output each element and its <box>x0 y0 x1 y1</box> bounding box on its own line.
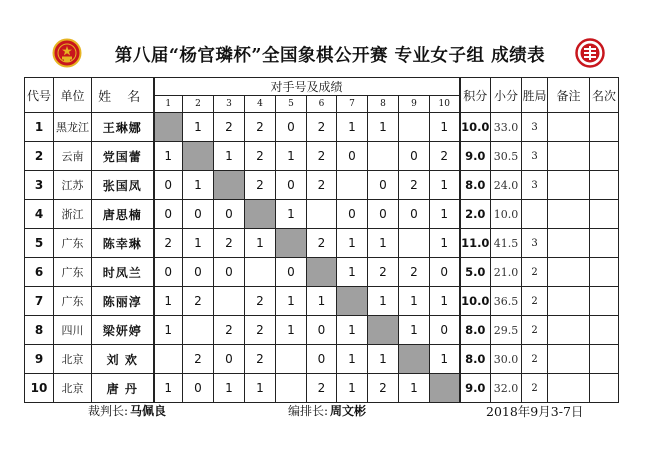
player-rank <box>590 316 619 345</box>
score-cell <box>276 345 307 374</box>
player-points: 8.0 <box>460 316 491 345</box>
score-cell: 2 <box>245 316 276 345</box>
player-code: 6 <box>25 258 54 287</box>
score-cell: 1 <box>337 374 368 403</box>
player-note <box>548 171 590 200</box>
score-cell: 2 <box>183 345 214 374</box>
self-cell <box>307 258 337 287</box>
player-wins: 2 <box>522 258 548 287</box>
player-unit: 黑龙江 <box>54 113 92 142</box>
xiangqi-association-logo-icon <box>575 38 605 68</box>
player-code: 9 <box>25 345 54 374</box>
score-cell <box>337 171 368 200</box>
self-cell <box>245 200 276 229</box>
header-unit: 单位 <box>54 78 92 113</box>
player-unit: 江苏 <box>54 171 92 200</box>
score-cell: 1 <box>276 316 307 345</box>
header-opponents: 对手号及成绩 <box>154 78 460 96</box>
score-cell: 0 <box>399 142 430 171</box>
score-cell: 2 <box>214 316 245 345</box>
score-cell: 0 <box>368 171 399 200</box>
table-row <box>25 316 619 345</box>
player-points: 10.0 <box>460 113 491 142</box>
player-code: 4 <box>25 200 54 229</box>
score-cell: 1 <box>399 287 430 316</box>
score-cell: 0 <box>183 258 214 287</box>
player-points: 2.0 <box>460 200 491 229</box>
score-cell <box>368 142 399 171</box>
player-name: 唐 丹 <box>92 374 154 403</box>
player-sub-score: 10.0 <box>491 200 522 229</box>
player-rank <box>590 142 619 171</box>
player-sub-score: 30.0 <box>491 345 522 374</box>
score-cell: 2 <box>430 142 460 171</box>
player-wins <box>522 200 548 229</box>
player-rank <box>590 287 619 316</box>
score-cell: 1 <box>154 142 183 171</box>
score-cell: 1 <box>399 316 430 345</box>
player-code: 1 <box>25 113 54 142</box>
score-cell <box>276 374 307 403</box>
score-cell: 1 <box>430 229 460 258</box>
opponent-number-6: 6 <box>307 96 337 113</box>
self-cell <box>154 113 183 142</box>
player-wins: 2 <box>522 374 548 403</box>
table-row <box>25 229 619 258</box>
score-cell: 2 <box>214 113 245 142</box>
score-cell: 0 <box>276 171 307 200</box>
player-note <box>548 113 590 142</box>
player-sub-score: 41.5 <box>491 229 522 258</box>
score-cell: 0 <box>276 258 307 287</box>
referee-label: 裁判长: <box>88 404 129 418</box>
score-cell: 0 <box>399 200 430 229</box>
score-cell: 1 <box>430 200 460 229</box>
score-cell: 1 <box>430 345 460 374</box>
event-date: 2018年9月3-7日 <box>486 404 584 419</box>
score-cell: 1 <box>430 287 460 316</box>
player-note <box>548 142 590 171</box>
header-code: 代号 <box>25 78 54 113</box>
score-cell: 0 <box>430 316 460 345</box>
header-note: 备注 <box>548 78 590 113</box>
score-cell <box>307 200 337 229</box>
player-note <box>548 200 590 229</box>
player-points: 9.0 <box>460 374 491 403</box>
score-cell: 0 <box>368 200 399 229</box>
page-header <box>0 38 650 72</box>
score-cell: 2 <box>214 229 245 258</box>
table-row <box>25 345 619 374</box>
self-cell <box>214 171 245 200</box>
player-wins: 3 <box>522 171 548 200</box>
score-cell <box>214 287 245 316</box>
player-sub-score: 30.5 <box>491 142 522 171</box>
score-cell <box>399 113 430 142</box>
score-cell: 1 <box>276 287 307 316</box>
score-cell: 2 <box>307 113 337 142</box>
score-cell: 0 <box>276 113 307 142</box>
score-cell: 1 <box>183 171 214 200</box>
player-points: 5.0 <box>460 258 491 287</box>
score-cell: 1 <box>337 229 368 258</box>
national-emblem-icon <box>52 38 82 68</box>
score-cell: 1 <box>368 113 399 142</box>
table-row <box>25 258 619 287</box>
score-cell: 2 <box>245 171 276 200</box>
score-cell: 1 <box>307 287 337 316</box>
player-code: 10 <box>25 374 54 403</box>
player-unit: 四川 <box>54 316 92 345</box>
score-cell: 2 <box>245 142 276 171</box>
header-row <box>25 78 619 96</box>
score-cell: 2 <box>307 171 337 200</box>
player-sub-score: 32.0 <box>491 374 522 403</box>
opponent-number-9: 9 <box>399 96 430 113</box>
score-cell: 2 <box>183 287 214 316</box>
score-cell: 1 <box>337 258 368 287</box>
player-code: 5 <box>25 229 54 258</box>
score-cell: 0 <box>214 258 245 287</box>
player-note <box>548 229 590 258</box>
score-cell: 1 <box>245 229 276 258</box>
score-cell: 0 <box>154 200 183 229</box>
self-cell <box>399 345 430 374</box>
score-cell: 1 <box>154 287 183 316</box>
self-cell <box>337 287 368 316</box>
score-cell <box>183 316 214 345</box>
score-cell: 2 <box>245 113 276 142</box>
score-cell: 1 <box>368 287 399 316</box>
score-cell: 1 <box>154 316 183 345</box>
player-code: 8 <box>25 316 54 345</box>
player-sub-score: 29.5 <box>491 316 522 345</box>
table-row <box>25 171 619 200</box>
arranger-name: 周文彬 <box>330 404 367 418</box>
results-table <box>24 77 619 403</box>
page-title: 第八届“杨官璘杯”全国象棋公开赛 专业女子组 成绩表 <box>114 46 546 66</box>
player-note <box>548 345 590 374</box>
score-cell: 2 <box>307 229 337 258</box>
header-sub: 小分 <box>491 78 522 113</box>
player-unit: 浙江 <box>54 200 92 229</box>
score-cell: 2 <box>368 258 399 287</box>
opponent-number-7: 7 <box>337 96 368 113</box>
score-cell: 0 <box>214 200 245 229</box>
score-cell: 0 <box>307 316 337 345</box>
referee-line <box>88 402 166 419</box>
player-rank <box>590 171 619 200</box>
player-unit: 云南 <box>54 142 92 171</box>
score-cell: 1 <box>183 229 214 258</box>
player-unit: 北京 <box>54 345 92 374</box>
opponent-number-10: 10 <box>430 96 460 113</box>
opponent-number-3: 3 <box>214 96 245 113</box>
opponent-number-1: 1 <box>154 96 183 113</box>
score-cell: 1 <box>276 200 307 229</box>
score-cell: 1 <box>337 316 368 345</box>
player-wins: 3 <box>522 113 548 142</box>
table-row <box>25 113 619 142</box>
score-cell: 1 <box>245 374 276 403</box>
player-rank <box>590 113 619 142</box>
player-code: 3 <box>25 171 54 200</box>
player-rank <box>590 374 619 403</box>
opponent-number-4: 4 <box>245 96 276 113</box>
opponent-number-5: 5 <box>276 96 307 113</box>
score-cell: 1 <box>337 113 368 142</box>
score-cell: 0 <box>183 200 214 229</box>
score-cell: 1 <box>154 374 183 403</box>
header-points: 积分 <box>460 78 491 113</box>
player-wins: 3 <box>522 142 548 171</box>
self-cell <box>276 229 307 258</box>
score-cell: 2 <box>154 229 183 258</box>
table-row <box>25 200 619 229</box>
opponent-number-2: 2 <box>183 96 214 113</box>
score-cell: 0 <box>214 345 245 374</box>
referee-name: 马佩良 <box>130 404 167 418</box>
player-points: 8.0 <box>460 171 491 200</box>
arranger-label: 编排长: <box>288 404 329 418</box>
score-cell <box>245 258 276 287</box>
player-code: 2 <box>25 142 54 171</box>
score-cell: 1 <box>430 171 460 200</box>
player-rank <box>590 345 619 374</box>
player-name: 唐思楠 <box>92 200 154 229</box>
header-wins: 胜局 <box>522 78 548 113</box>
player-wins: 2 <box>522 316 548 345</box>
player-points: 10.0 <box>460 287 491 316</box>
score-cell: 1 <box>337 345 368 374</box>
score-cell <box>399 229 430 258</box>
player-note <box>548 287 590 316</box>
score-cell: 1 <box>430 113 460 142</box>
table-row <box>25 287 619 316</box>
player-note <box>548 316 590 345</box>
arranger-line <box>288 402 366 419</box>
player-wins: 2 <box>522 287 548 316</box>
score-cell: 1 <box>368 345 399 374</box>
self-cell <box>430 374 460 403</box>
table-row <box>25 374 619 403</box>
player-rank <box>590 258 619 287</box>
player-unit: 广东 <box>54 258 92 287</box>
player-sub-score: 21.0 <box>491 258 522 287</box>
player-note <box>548 258 590 287</box>
player-sub-score: 36.5 <box>491 287 522 316</box>
score-cell: 0 <box>307 345 337 374</box>
opponent-number-8: 8 <box>368 96 399 113</box>
player-name: 陈丽淳 <box>92 287 154 316</box>
player-rank <box>590 200 619 229</box>
table-row <box>25 142 619 171</box>
score-cell: 1 <box>183 113 214 142</box>
header-rank: 名次 <box>590 78 619 113</box>
self-cell <box>183 142 214 171</box>
score-cell: 1 <box>214 374 245 403</box>
player-name: 刘 欢 <box>92 345 154 374</box>
player-sub-score: 24.0 <box>491 171 522 200</box>
score-cell: 0 <box>430 258 460 287</box>
score-cell: 2 <box>399 258 430 287</box>
player-name: 梁妍婷 <box>92 316 154 345</box>
player-points: 9.0 <box>460 142 491 171</box>
self-cell <box>368 316 399 345</box>
player-note <box>548 374 590 403</box>
player-name: 陈幸琳 <box>92 229 154 258</box>
score-cell: 0 <box>337 200 368 229</box>
score-cell: 2 <box>245 287 276 316</box>
score-cell: 0 <box>183 374 214 403</box>
score-cell: 2 <box>245 345 276 374</box>
player-unit: 北京 <box>54 374 92 403</box>
score-cell: 0 <box>154 171 183 200</box>
player-wins: 2 <box>522 345 548 374</box>
player-code: 7 <box>25 287 54 316</box>
score-cell: 0 <box>337 142 368 171</box>
player-wins: 3 <box>522 229 548 258</box>
score-cell: 2 <box>307 374 337 403</box>
score-cell <box>154 345 183 374</box>
player-name: 王琳娜 <box>92 113 154 142</box>
player-sub-score: 33.0 <box>491 113 522 142</box>
score-cell: 2 <box>399 171 430 200</box>
score-cell: 1 <box>276 142 307 171</box>
score-cell: 1 <box>214 142 245 171</box>
player-name: 时凤兰 <box>92 258 154 287</box>
score-cell: 1 <box>368 229 399 258</box>
score-cell: 2 <box>307 142 337 171</box>
player-points: 11.0 <box>460 229 491 258</box>
score-cell: 2 <box>368 374 399 403</box>
player-points: 8.0 <box>460 345 491 374</box>
player-unit: 广东 <box>54 287 92 316</box>
player-name: 党国蕾 <box>92 142 154 171</box>
header-name: 姓 名 <box>92 78 154 113</box>
score-cell: 1 <box>399 374 430 403</box>
player-rank <box>590 229 619 258</box>
score-cell: 0 <box>154 258 183 287</box>
player-unit: 广东 <box>54 229 92 258</box>
player-name: 张国凤 <box>92 171 154 200</box>
